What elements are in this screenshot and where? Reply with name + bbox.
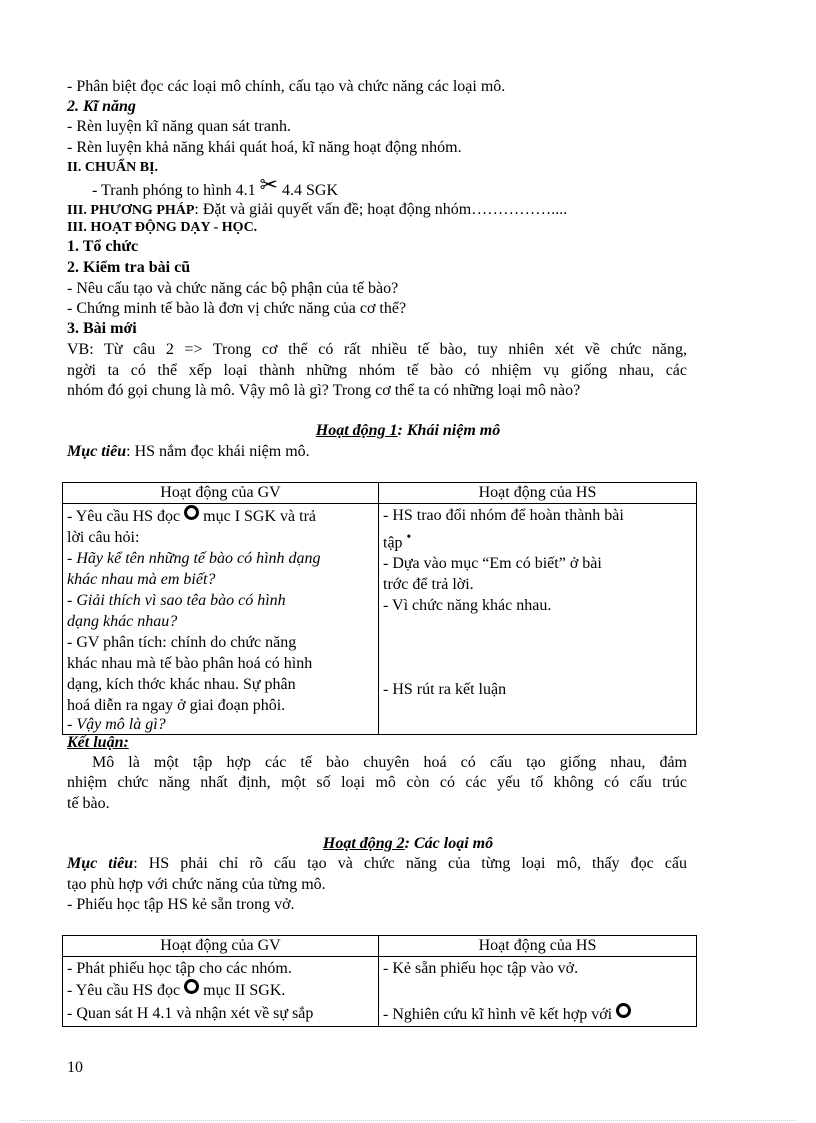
goal-label: Mục tiêu — [67, 855, 134, 872]
gv-question: - Giải thích vì sao têa bào có hình — [67, 592, 286, 609]
method-heading: III. PHƯƠNG PHÁP — [67, 203, 195, 218]
activities-heading: III. HOẠT ĐỘNG DẠY - HỌC. — [67, 220, 258, 235]
hs-line: - Vì chức năng khác nhau. — [383, 597, 552, 615]
table-header-row — [63, 483, 697, 504]
page-number: 10 — [67, 1059, 83, 1076]
method-text: : Đặt và giải quyết vấn đề; hoạt động nhóm…………….... — [194, 201, 568, 218]
prep-text-a: - Tranh phóng to hình 4.1 — [92, 182, 256, 199]
conclusion-line-3: tế bào. — [67, 795, 110, 812]
review-question-1: - Nêu cấu tạo và chức năng các bộ phận của tế bào? — [67, 280, 399, 297]
gv-line: - Yêu cầu HS đọc — [67, 508, 181, 525]
page-footer-divider — [20, 1120, 796, 1121]
prep-heading: II. CHUẨN BỊ. — [67, 160, 159, 175]
hs-line: tập — [383, 534, 403, 552]
hs-activities-cell — [379, 957, 697, 1027]
hs-activities-cell — [379, 504, 697, 735]
activity-1-label: Hoạt động 1 — [315, 422, 398, 439]
read-marker-icon — [184, 505, 199, 520]
table-row — [63, 957, 697, 1027]
intro-paragraph-line-3: nhóm đó gọi chung là mô. Vậy mô là gì? Trong cơ thể ta có những loại mô nào? — [67, 382, 581, 399]
gv-line: - Yêu cầu HS đọc — [67, 982, 181, 999]
activity-2-title — [0, 834, 816, 854]
goal-text: : HS phải chỉ rõ cấu tạo và chức năng của từng loại mô, thấy đọc cấu — [133, 855, 687, 872]
hs-line: - Dựa vào mục “Em có biết” ở bài — [383, 555, 602, 573]
review-question-2: - Chứng minh tế bào là đơn vị chức năng của cơ thể? — [67, 300, 407, 317]
table-row — [63, 504, 697, 735]
gv-question: - Hãy kể tên những tế bào có hình dạng — [67, 550, 321, 567]
gv-line: - Quan sát H 4.1 và nhận xét về sự sắp — [67, 1005, 314, 1022]
bullet-mark: • — [406, 529, 412, 544]
intro-paragraph-line-2: ngời ta có thể xếp loại thành những nhóm tế bào có nhiệm vụ giống nhau, các — [67, 362, 687, 379]
gv-line: dạng, kích thớc khác nhau. Sự phân — [67, 676, 296, 693]
conclusion-line-1: Mô là một tập hợp các tế bào chuyên hoá có cấu tạo giống nhau, đảm — [92, 754, 687, 771]
gv-activities-cell — [63, 957, 379, 1027]
activity-1-goal — [67, 442, 310, 462]
gv-question: dạng khác nhau? — [67, 613, 178, 630]
gv-column-header: Hoạt động của GV — [63, 936, 379, 957]
section-2-heading: 2. Kiểm tra bài cũ — [67, 259, 191, 276]
activity-2-goal-line-2: tạo phù hợp với chức năng của từng mô. — [67, 876, 326, 893]
activity-2-goal-line-1 — [67, 854, 687, 874]
intro-paragraph-line-1: VB: Từ câu 2 => Trong cơ thể có rất nhiều tế bào, tuy nhiên xét về chức năng, — [67, 341, 687, 358]
gv-line: khác nhau mà tế bào phân hoá có hình — [67, 655, 313, 672]
read-marker-icon — [616, 1003, 631, 1018]
conclusion-line-2: nhiệm chức năng nhất định, một số loại mô còn có các yếu tố không có cấu trúc — [67, 774, 687, 791]
goal-label: Mục tiêu — [67, 443, 127, 460]
goal-text: : HS nắm đọc khái niệm mô. — [126, 443, 310, 460]
hs-line: - HS rút ra kết luận — [383, 681, 507, 699]
gv-line: - GV phân tích: chính do chức năng — [67, 634, 297, 651]
gv-line: lời câu hỏi: — [67, 529, 140, 546]
conclusion-label: Kết luận: — [67, 734, 129, 751]
gv-activities-cell — [63, 504, 379, 735]
objective-line: - Phân biệt đọc các loại mô chính, cấu tạo và chức năng các loại mô. — [67, 78, 506, 95]
read-marker-icon — [184, 979, 199, 994]
prep-line — [92, 172, 339, 201]
skill-line-2: - Rèn luyện khả năng khái quát hoá, kĩ năng hoạt động nhóm. — [67, 139, 462, 156]
scissors-icon: ✂ — [259, 172, 279, 197]
skill-line-1: - Rèn luyện kĩ năng quan sát tranh. — [67, 118, 291, 135]
activity-1-title — [0, 421, 816, 441]
hs-line: trớc để trả lời. — [383, 576, 474, 594]
gv-line: hoá diễn ra ngay ở giai đoạn phôi. — [67, 697, 286, 714]
hs-column-header: Hoạt động của HS — [379, 936, 697, 957]
hs-line: - Kẻ sẵn phiếu học tập vào vở. — [383, 960, 579, 977]
hs-line: - HS trao đổi nhóm để hoàn thành bài — [383, 507, 624, 524]
gv-column-header: Hoạt động của GV — [63, 483, 379, 504]
activity-2-goal-line-3: - Phiếu học tập HS kẻ sẵn trong vở. — [67, 896, 295, 913]
gv-line: mục I SGK và trả — [203, 508, 317, 525]
skills-heading: 2. Kĩ năng — [67, 98, 136, 115]
gv-question: khác nhau mà em biết? — [67, 571, 216, 588]
activity-1-topic: : Khái niệm mô — [397, 422, 501, 439]
activity-2-table — [62, 935, 697, 1027]
activity-1-table — [62, 482, 697, 735]
hs-column-header: Hoạt động của HS — [379, 483, 697, 504]
gv-question: - Vậy mô là gì? — [67, 716, 166, 733]
table-header-row — [63, 936, 697, 957]
activity-2-topic: : Các loại mô — [404, 835, 494, 852]
section-1-heading: 1. Tổ chức — [67, 238, 139, 255]
gv-line: - Phát phiếu học tập cho các nhóm. — [67, 960, 292, 977]
hs-line: - Nghiên cứu kĩ hình vẽ kết hợp với — [383, 1006, 613, 1023]
prep-text-b: 4.4 SGK — [282, 182, 339, 199]
section-3-heading: 3. Bài mới — [67, 320, 137, 337]
gv-line: mục II SGK. — [203, 982, 286, 999]
activity-2-label: Hoạt động 2 — [322, 835, 405, 852]
